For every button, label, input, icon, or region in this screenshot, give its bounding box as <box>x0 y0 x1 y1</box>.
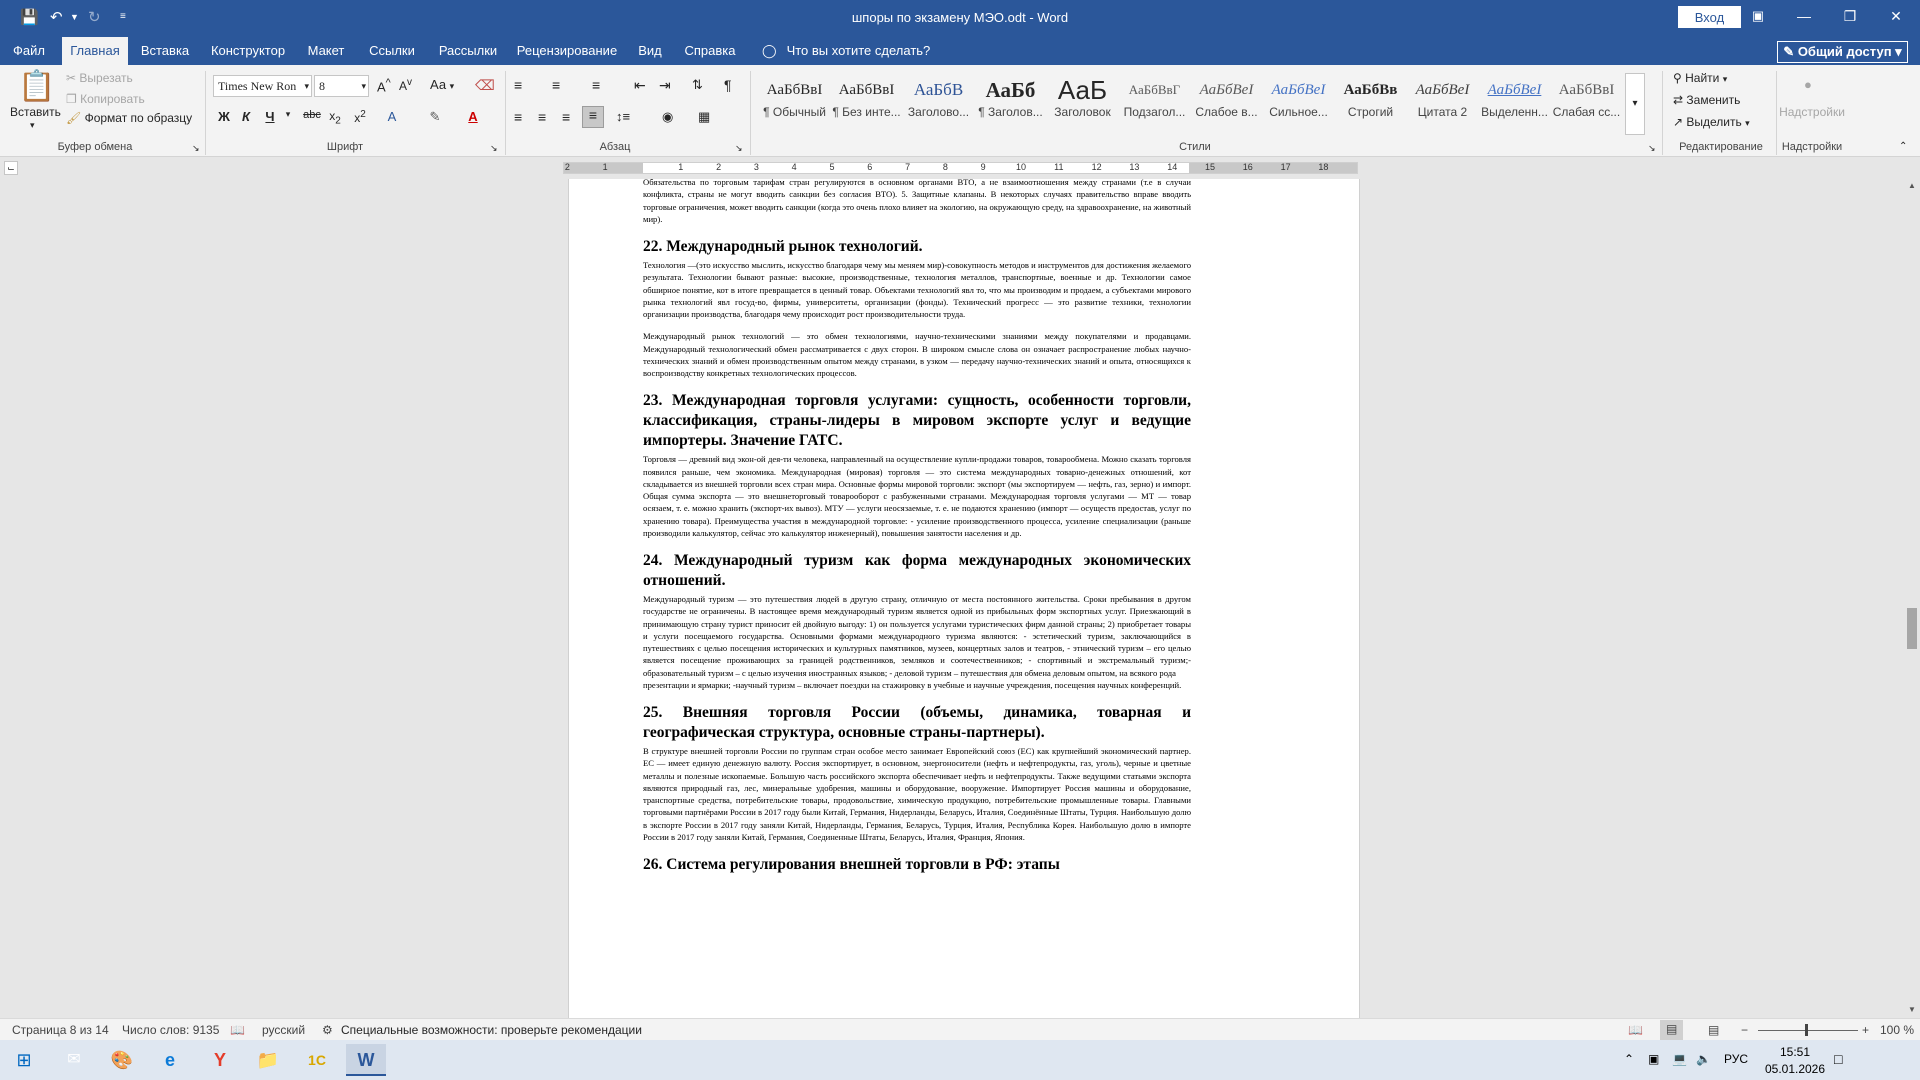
ribbon-tabs <box>0 37 1920 65</box>
tab-insert[interactable]: Вставка <box>140 43 190 58</box>
1c-icon[interactable]: 1С <box>308 1052 326 1068</box>
body-paragraph[interactable]: презентации и ярмарки; -научный туризм – включает поездки на стажировку в учебные и научные учреждения, посещения научных конференций. <box>643 679 1182 690</box>
shrink-font-icon[interactable]: $A^v$ <box>399 77 413 93</box>
group-divider <box>1776 71 1777 155</box>
style-preview: АаБбВвI <box>766 82 823 98</box>
select-button[interactable] <box>1673 115 1750 129</box>
ruler-number: 1 <box>678 162 684 172</box>
group-label-paragraph: Абзац <box>599 141 631 153</box>
section-heading[interactable]: 23. Международная торговля услугами: сущность, особенности торговли, классификация, страны-лидеры в мировом экспорте услуг и ведущие импортеры. Значение ГАТС. <box>643 392 1191 450</box>
cut-button[interactable] <box>66 71 133 85</box>
chevron-down-icon: ▾ <box>1745 118 1750 128</box>
group-label-addins: Надстройки <box>1781 141 1843 153</box>
decrease-indent-icon[interactable]: ⇤ <box>634 77 646 93</box>
ruler-number: 9 <box>980 162 986 172</box>
ruler-number: 1 <box>602 162 608 172</box>
style-preview: АаБ <box>1057 75 1108 105</box>
horizontal-ruler[interactable] <box>0 157 1920 179</box>
section-heading[interactable]: 25. Внешняя торговля России (объемы, динамика, товарная и географическая структура, основные страны-партнеры). <box>643 704 1191 741</box>
yandex-browser-icon[interactable]: Y <box>213 1050 226 1070</box>
accessibility-icon: ⚙ <box>322 1023 333 1037</box>
ruler-number: 7 <box>905 162 911 172</box>
share-button[interactable] <box>1777 41 1908 63</box>
clock-time[interactable]: 15:51 <box>1779 1045 1811 1059</box>
share-label: Общий доступ <box>1797 44 1892 59</box>
style-name: Слабая сс... <box>1552 105 1621 119</box>
vertical-scrollbar[interactable] <box>1904 179 1920 1018</box>
zoom-slider[interactable] <box>1758 1030 1858 1031</box>
ruler-band <box>563 162 1358 174</box>
style-intense-emphasis[interactable] <box>1263 75 1334 129</box>
file-explorer-icon[interactable]: 📁 <box>256 1050 280 1070</box>
group-label-font: Шрифт <box>326 141 364 153</box>
chevron-down-icon: ▾ <box>304 81 309 91</box>
group-label-styles: Стили <box>1179 141 1211 153</box>
tray-overflow-icon[interactable]: ⌃ <box>1624 1052 1635 1066</box>
style-preview: АаБбВвГ <box>1128 82 1181 97</box>
addins-icon[interactable]: ● <box>1804 77 1812 92</box>
style-preview: АаБбВв <box>1343 82 1398 98</box>
numbering-icon[interactable]: ≡ <box>552 77 561 93</box>
style-name: Подзагол... <box>1123 105 1186 119</box>
word-taskbar-icon[interactable]: W <box>346 1044 386 1076</box>
edge-icon[interactable]: e <box>164 1050 175 1070</box>
paste-dropdown-icon[interactable]: ▾ <box>30 120 35 130</box>
find-button[interactable] <box>1673 71 1727 85</box>
increase-indent-icon[interactable]: ⇥ <box>659 77 671 93</box>
style-subtitle[interactable] <box>1119 75 1190 129</box>
redo-icon[interactable]: ↻ <box>88 9 101 26</box>
document-body[interactable] <box>643 179 1191 877</box>
clear-formatting-icon[interactable]: ⌫ <box>475 77 495 93</box>
zoom-out-icon[interactable]: − <box>1741 1023 1749 1037</box>
save-icon[interactable]: 💾 <box>20 9 39 26</box>
ruler-number: 17 <box>1280 162 1291 172</box>
line-spacing-icon[interactable]: ↕≡ <box>616 109 631 124</box>
tab-file[interactable]: Файл <box>13 43 45 58</box>
replace-icon: ⇄ <box>1673 93 1687 107</box>
ruler-number: 4 <box>791 162 797 172</box>
ribbon-home <box>0 65 1920 157</box>
select-icon: ↗ <box>1673 115 1687 129</box>
minimize-icon[interactable]: — <box>1797 8 1811 24</box>
brush-icon: 🖌 <box>66 111 85 125</box>
chevron-down-icon: ▾ <box>449 81 455 91</box>
document-title: шпоры по экзамену МЭО.odt - Word <box>851 10 1069 25</box>
align-left-icon[interactable]: ≡ <box>514 109 523 125</box>
section-heading[interactable]: 24. Международный туризм как форма международных экономических отношений. <box>643 552 1191 589</box>
document-page[interactable] <box>568 179 1360 1018</box>
style-name: Сильное... <box>1269 105 1328 119</box>
ruler-number: 3 <box>753 162 759 172</box>
style-name: Выделенн... <box>1481 105 1548 119</box>
tab-view[interactable]: Вид <box>638 43 662 58</box>
section-heading[interactable]: 26. Система регулирования внешней торговли в РФ: этапы <box>643 856 1060 873</box>
format-painter-button[interactable] <box>66 111 192 125</box>
paste-button[interactable]: Вставить <box>10 105 61 119</box>
ruler-number: 15 <box>1205 162 1216 172</box>
proofing-icon[interactable]: 📖 <box>230 1023 245 1037</box>
addins-button[interactable]: Надстройки <box>1779 105 1845 119</box>
copy-icon: ❐ <box>66 92 81 106</box>
word-count[interactable]: Число слов: 9135 <box>122 1023 220 1037</box>
tab-references[interactable]: Ссылки <box>369 43 415 58</box>
ruler-number: 10 <box>1016 162 1027 172</box>
ruler-number: 13 <box>1129 162 1140 172</box>
italic-button[interactable]: К <box>242 109 250 124</box>
web-layout-icon[interactable]: ▤ <box>1708 1023 1720 1037</box>
ribbon-display-options-icon[interactable]: ▣ <box>1751 8 1765 23</box>
subscript-button[interactable]: $x_2$ <box>329 109 341 127</box>
ruler-number: 12 <box>1091 162 1102 172</box>
tab-mailings[interactable]: Рассылки <box>438 43 498 58</box>
lightbulb-icon: ◯ <box>762 43 777 58</box>
style-name: ¶ Без инте... <box>832 105 901 119</box>
windows-taskbar <box>0 1040 1920 1080</box>
accessibility-status[interactable]: Специальные возможности: проверьте рекомендации <box>341 1023 642 1037</box>
paste-icon[interactable]: 📋 <box>18 70 56 103</box>
group-divider <box>750 71 751 155</box>
group-divider <box>505 71 506 155</box>
restore-icon[interactable]: ❐ <box>1843 8 1857 24</box>
style-preview: АаБбВеI <box>1271 82 1326 98</box>
justify-icon[interactable]: ≡ <box>582 106 604 128</box>
tab-review[interactable]: Рецензирование <box>516 43 618 58</box>
ruler-number: 2 <box>716 162 722 172</box>
format-painter-label: Формат по образцу <box>84 111 193 125</box>
font-name-value: Times New Ron <box>218 79 297 93</box>
shading-icon[interactable]: ◉ <box>662 109 674 124</box>
tab-help[interactable]: Справка <box>684 43 736 58</box>
style-normal[interactable] <box>759 75 830 129</box>
ruler-number: 6 <box>867 162 873 172</box>
copy-button[interactable] <box>66 92 145 106</box>
text-effects-icon[interactable]: A <box>387 109 397 124</box>
style-subtle-emphasis[interactable] <box>1191 75 1262 129</box>
input-language[interactable]: РУС <box>1724 1052 1749 1066</box>
close-icon[interactable]: ✕ <box>1890 8 1902 24</box>
style-name: ¶ Заголов... <box>978 105 1043 119</box>
scroll-down-icon[interactable]: ▼ <box>1908 1005 1916 1014</box>
pilcrow-icon[interactable]: ¶ <box>724 77 732 93</box>
sign-in-button[interactable]: Вход <box>1678 6 1741 28</box>
read-mode-icon[interactable]: 📖 <box>1628 1023 1643 1037</box>
zoom-level[interactable]: 100 % <box>1880 1023 1915 1037</box>
tab-home[interactable]: Главная <box>62 37 128 65</box>
ruler-number: 5 <box>829 162 835 172</box>
find-label: Найти <box>1685 71 1720 85</box>
title-bar <box>0 0 1920 37</box>
grow-font-icon[interactable]: A^ <box>377 77 391 95</box>
tell-me-text: Что вы хотите сделать? <box>786 43 931 58</box>
ruler-number: 8 <box>942 162 948 172</box>
ruler-number: 14 <box>1167 162 1178 172</box>
clipboard-launcher-icon[interactable]: ↘ <box>192 143 200 153</box>
search-icon: ⚲ <box>1673 71 1686 85</box>
network-icon[interactable]: 💻 <box>1672 1052 1687 1066</box>
font-size-value: 8 <box>319 79 325 93</box>
scissors-icon: ✂ <box>66 71 80 85</box>
underline-button[interactable]: Ч <box>265 109 275 124</box>
style-preview: АаБбВеI <box>1199 82 1254 98</box>
font-launcher-icon[interactable]: ↘ <box>490 143 498 153</box>
style-preview: АаБбВеI <box>1415 82 1470 98</box>
style-quote-2[interactable] <box>1407 75 1478 129</box>
undo-dropdown-icon[interactable]: ▼ <box>70 12 79 22</box>
bold-button[interactable]: Ж <box>218 109 230 124</box>
group-divider <box>1662 71 1663 155</box>
change-case-button[interactable] <box>430 77 454 92</box>
select-label: Выделить <box>1686 115 1742 129</box>
strikethrough-button[interactable]: abc <box>303 109 321 121</box>
style-name: Цитата 2 <box>1417 105 1468 119</box>
superscript-button[interactable]: $x^2$ <box>354 109 366 125</box>
font-name-combo[interactable] <box>213 75 312 97</box>
share-icon: ✎ <box>1783 44 1798 59</box>
group-divider <box>205 71 206 155</box>
ruler-number: 18 <box>1318 162 1329 172</box>
style-name: ¶ Обычный <box>763 105 826 119</box>
ruler-number: 16 <box>1242 162 1253 172</box>
body-paragraph[interactable]: Международный рынок технологий — это обмен технологиями, научно-техническими знаниями между покупателями и продавцами. Международный технологический обмен рассматривается с двух сторон. В широком смысле слова он означает распространение любых научно- технических знаний и обмен производственным опытом между странами, в узком — передачу научно-технических знаний и опыта, относящихся к воспроизводству конкретных технологических процессов. <box>643 331 1191 378</box>
styles-more-icon[interactable]: ▾ <box>1625 73 1645 135</box>
align-right-icon[interactable]: ≡ <box>562 109 571 125</box>
clock-date[interactable]: 05.01.2026 <box>1764 1062 1826 1076</box>
borders-icon[interactable]: ▦ <box>698 109 711 124</box>
style-name: Заголовок <box>1054 105 1111 119</box>
zoom-slider-thumb[interactable] <box>1805 1024 1808 1036</box>
battery-icon[interactable]: ▣ <box>1648 1052 1660 1066</box>
chevron-down-icon: ▾ <box>1722 74 1728 84</box>
font-size-combo[interactable] <box>314 75 369 97</box>
body-paragraph[interactable]: Обязательства по торговым тарифам стран регулируются в основном органами ВТО, а не взаимоотношения между странами (т.е в случаи конфликта, страны не могут вводить санкции без согласия ВТО). 5. Защитные клапаны. В некоторых случаях правительство вправе вводить торговые ограничения, может вводить санкции (когда это очень плохо влияет на экологию, на окружающую среду, на здравоохранение, на животный мир). <box>643 179 1191 224</box>
print-layout-icon[interactable]: ▤ <box>1660 1020 1683 1040</box>
highlight-icon[interactable]: ✎ <box>429 109 441 124</box>
tab-selector-icon[interactable]: ⌙ <box>4 161 18 175</box>
body-paragraph[interactable]: Международный туризм — это путешествия людей в другую страну, отличную от места постоянного жительства. Сроки пребывания в другом государстве не ограничены. В настоящее время международный туризм является одной из прибыльных форм экспортных услуг. Приезжающий в принимающую страну турист приносит ей двойную выгоду: 1) он пользуется услугами туристических фирм данной страны; 2) приобретает товары и услуги посещаемого государства. Основными формами международного туризма являются: - эстетический туризм, заключающийся в путешествиях с целью посещения исторических и культурных памятников, музеев, концертных залов и театров, - этнический туризм – его целью является посещение проживающих за границей родственников, земляков и соотечественников; - спортивный и экстремальный туризм;- образовательный туризм – с целью изучения иностранных языков; - деловой туризм – путешествия для обмена деловым опытом, на всякого рода <box>643 594 1191 678</box>
style-title[interactable] <box>1047 75 1118 129</box>
style-subtle-reference[interactable] <box>1551 75 1622 129</box>
change-case-label: Аа <box>430 77 447 92</box>
style-preview: АаБбВвI <box>1558 82 1615 98</box>
paragraph-launcher-icon[interactable]: ↘ <box>735 143 743 153</box>
scroll-up-icon[interactable]: ▲ <box>1908 181 1916 190</box>
styles-launcher-icon[interactable]: ↘ <box>1648 143 1656 153</box>
style-strong[interactable] <box>1335 75 1406 129</box>
style-preview: АаБбВвI <box>838 82 895 98</box>
style-name: Слабое в... <box>1195 105 1258 119</box>
notifications-icon[interactable]: □ <box>1834 1051 1843 1067</box>
ruler-number: 2 <box>564 162 570 172</box>
volume-icon[interactable]: 🔈 <box>1696 1052 1711 1066</box>
style-heading-2[interactable] <box>975 75 1046 129</box>
style-name: Строгий <box>1347 105 1394 119</box>
chevron-down-icon: ▾ <box>1895 44 1902 59</box>
group-label-clipboard: Буфер обмена <box>57 141 133 153</box>
body-paragraph[interactable]: Технология —(это искусство мыслить, искусство благодаря чему мы меняем мир)-совокупность методов и инструментов для достижения желаемого результата. Технологии бывают разные: высокие, производственные, технология металлов, транспортные, военные и др. Технологии самое обширное понятие, кот в итоге превращается в ценный товар. Объектами технологий явл то, что мы производим и продаем, а субъектами мирового рынка технологий явл госуд-во, фирмы, университеты, организации (фонды). Технический прогресс — это развитие техники, технологии организации производства, благодаря чему происходит рост производительности труда. <box>643 260 1191 319</box>
sort-icon[interactable]: ⇅ <box>692 77 703 92</box>
align-center-icon[interactable]: ≡ <box>538 109 547 125</box>
zoom-in-icon[interactable]: + <box>1862 1023 1870 1037</box>
style-heading-1[interactable] <box>903 75 974 129</box>
page-count[interactable]: Страница 8 из 14 <box>12 1023 109 1037</box>
tab-design[interactable]: Конструктор <box>210 43 286 58</box>
collapse-ribbon-icon[interactable]: ⌃ <box>1899 141 1908 152</box>
copy-label: Копировать <box>80 92 145 106</box>
style-preview: АаБб <box>985 78 1036 102</box>
group-label-editing: Редактирование <box>1679 141 1763 153</box>
font-color-icon[interactable]: A <box>468 109 478 124</box>
language[interactable]: русский <box>262 1023 306 1037</box>
mail-icon[interactable]: ✉ <box>67 1051 81 1068</box>
undo-icon[interactable]: ↶ <box>50 9 63 26</box>
chevron-down-icon: ▾ <box>361 81 366 91</box>
body-paragraph[interactable]: Торговля — древний вид экон-ой дея-ти человека, направленный на осуществление купли-продажи товаров, товарообмена. Можно сказать торговля появился раньше, чем экономика. Международная (мировая) торговля — это система международных товарно-денежных отношений, кот складывается из внешней торговли всех стран мира. Основные формы мировой торговли: экспорт (мы экспортируем — нефть, газ, зерно) и импорт. Общая сумма экспорта — это внешнеторговый товарооборот с разбуженными странами. Международная торговля услугами — МТ — товар осязаем, т. е. можно хранить (экспорт-их вывоз). МТУ — услуги неосязаемые, т. е. не подаются хранению (импорт — осуществ предостав, услуг по хранению товара). Преимущества участия в международной торговле: - усиление производственного процесса, усиление специализации (раньше производили калькулятор, сейчас это калькулятор инженерный), повышения занятости населения и др. <box>643 454 1191 538</box>
tab-layout[interactable]: Макет <box>307 43 345 58</box>
tell-me-box[interactable] <box>762 37 930 65</box>
style-preview: АаБбВеI <box>1487 82 1542 98</box>
customize-qat-icon[interactable]: ≡ <box>120 11 126 22</box>
section-heading[interactable]: 22. Международный рынок технологий. <box>643 238 923 255</box>
style-intense-quote[interactable] <box>1479 75 1550 129</box>
multilevel-list-icon[interactable]: ≡ <box>592 77 601 93</box>
status-bar <box>0 1018 1920 1040</box>
scroll-thumb[interactable] <box>1907 608 1917 649</box>
cut-label: Вырезать <box>79 71 133 85</box>
ruler-number: 11 <box>1054 162 1064 172</box>
replace-button[interactable] <box>1673 93 1740 107</box>
style-name: Заголово... <box>907 105 970 119</box>
style-no-spacing[interactable] <box>831 75 902 129</box>
style-preview: АаБбВ <box>913 80 964 99</box>
start-icon[interactable]: ⊞ <box>16 1050 32 1070</box>
underline-dropdown-icon[interactable]: ▾ <box>285 109 291 119</box>
paint-icon[interactable]: 🎨 <box>110 1050 134 1070</box>
bullets-icon[interactable]: ≡ <box>514 77 523 93</box>
replace-label: Заменить <box>1686 93 1741 107</box>
body-paragraph[interactable]: В структуре внешней торговли России по группам стран особое место занимает Европейский союз (ЕС) как крупнейший экономический партнер. ЕС — имеет единую денежную валюту. Россия экспортирует, в основном, энергоносители (нефть и нефтепродукты, газ, уголь), черные и цветные металлы и полезные ископаемые. Большую часть российского экспорта обеспечивает нефть и нефтепродукты. Также ведущими статьями экспорта являются природный газ, лес, минеральные удобрения, машины и оборудование, вооружение. Импортирует Россия машины и оборудование, транспортные средства, потребительские товары, продовольствие, химическую продукцию, потребительские промышленные товары. Главными торговыми партнёрами России в 2017 году были Китай, Германия, Нидерланды, Беларусь, Италия, Соединённые Штаты, Турция. Наибольшую долю в экспорте России в 2017 году заняли Китай, Нидерланды, Германия, Беларусь, Турция, Италия, Республика Корея. Наибольшую долю в импорте России в 2017 году заняли Китай, Германия, Соединенные Штаты, Беларусь, Италия, Франция, Япония. <box>643 746 1191 842</box>
